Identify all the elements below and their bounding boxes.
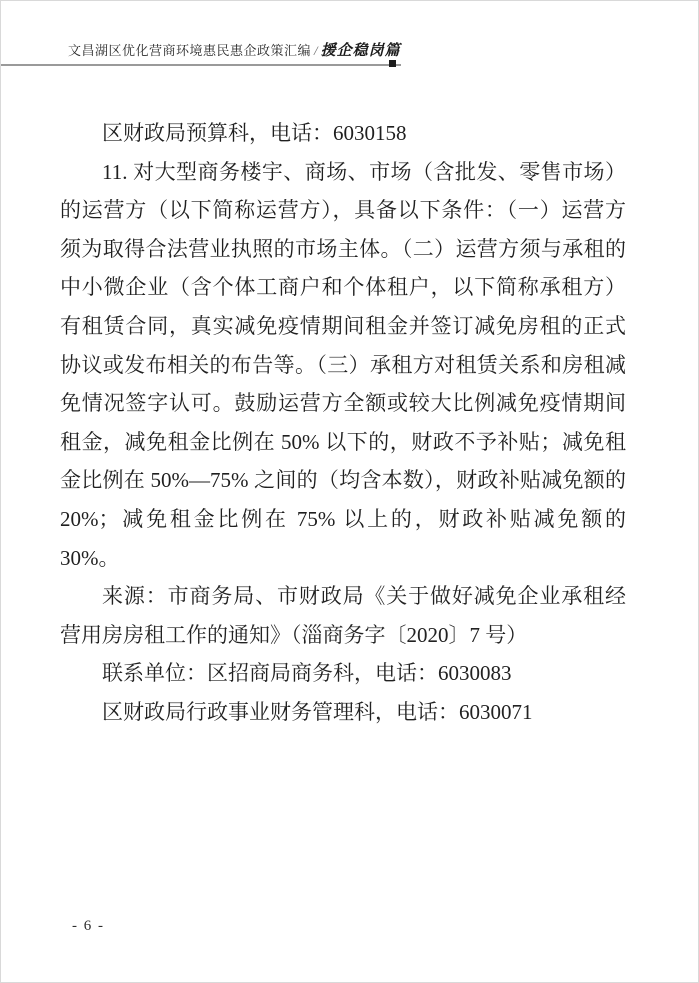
- header-section-title: 援企稳岗篇: [320, 43, 401, 59]
- header-separator: /: [314, 43, 318, 58]
- paragraph-contact-unit: 联系单位：区招商局商务科，电话：6030083: [102, 661, 512, 686]
- header-square-icon: [389, 60, 396, 67]
- page-number: - 6 -: [72, 918, 105, 934]
- paragraph-contact-finance: 区财政局行政事业财务管理科，电话：6030071: [102, 699, 533, 724]
- header-booklet-title: 文昌湖区优化营商环境惠民惠企政策汇编: [68, 43, 312, 58]
- paragraph-budget-contact: 区财政局预算科，电话：6030158: [102, 121, 407, 145]
- paragraph-policy-item-11: 11. 对大型商务楼宇、商场、市场（含批发、零售市场）的运营方（以下简称运营方），具备以下条件：（一）运营方须为取得合法营业执照的市场主体。（二）运营方须与承租的中小微企业（含个体工商户和个体租户，以下简称承租方）有租赁合同，真实减免疫情期间租金并签订减免房租的正式协议或发布相关的布告等。（三）承租方对租赁关系和房租减免情况签字认可。鼓励运营方全额或较大比例减免疫情期间租金，减免租金比例在 50% 以下的，财政不予补贴；减免租金比例在 50%—75% 之间的（均含本数），财政补贴减免额的 20%；减免租金比例在 75% 以上的，财政补贴减免额的 30%。: [60, 159, 626, 570]
- document-body: [60, 114, 626, 732]
- page-header: [1, 41, 401, 66]
- page-footer: [72, 918, 105, 935]
- paragraph-policy-source: 来源：市商务局、市财政局《关于做好减免企业承租经营用房房租工作的通知》（淄商务字〔2020〕7 号）: [60, 584, 626, 647]
